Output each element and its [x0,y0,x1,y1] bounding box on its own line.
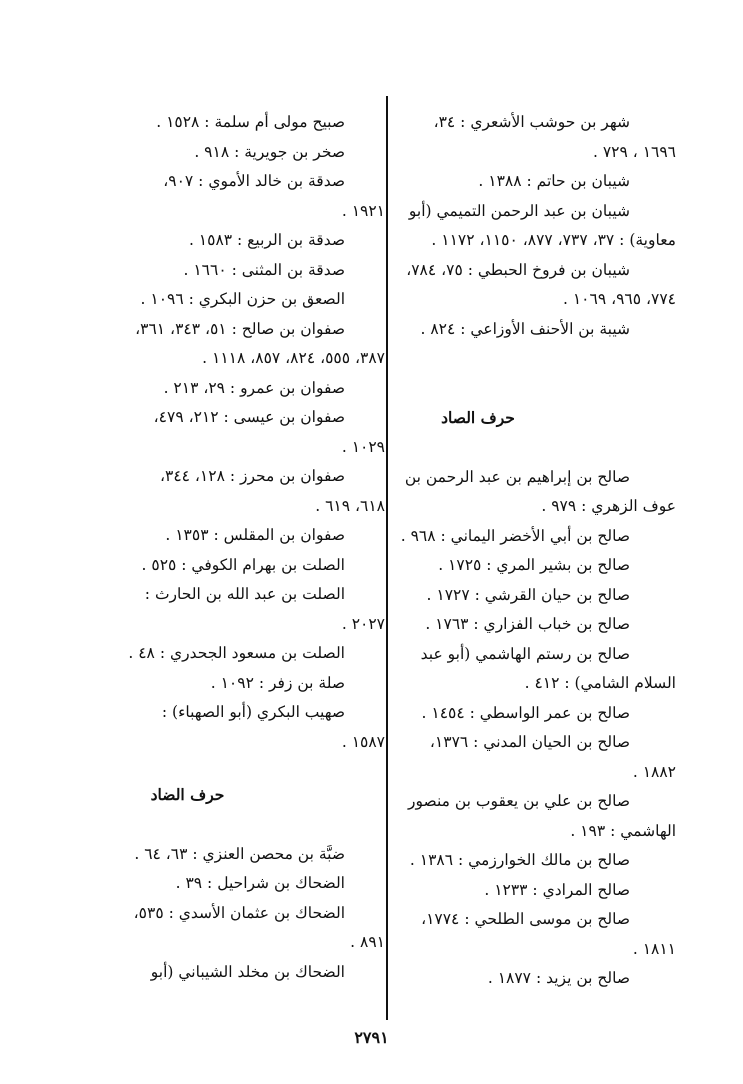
entry-line: صفوان بن المقلس : ١٣٥٣ . [165,526,345,544]
entry-continuation-line: ٦١٨، ٦١٩ . [315,496,385,515]
entry-line: الصلت بن عبد الله بن الحارث : [144,585,345,603]
index-entry [330,787,676,846]
entry-line: صالح بن الحيان المدني : ١٣٧٦، [429,733,630,751]
index-entry [30,403,385,462]
index-entry [30,167,385,226]
entry-continuation-line: عوف الزهري : ٩٧٩ . [541,497,676,515]
index-entry [30,374,345,404]
index-entry [30,315,385,374]
entry-line: الضحاك بن مخلد الشيباني (أبو [150,962,345,981]
entry-continuation-line: ١٦٩٦ ، ٧٢٩ . [592,142,676,161]
index-entry [30,462,385,521]
entry-line: الضحاك بن شراحيل : ٣٩ . [175,874,345,892]
index-entry [330,551,630,581]
entry-line: الصلت بن بهرام الكوفي : ٥٢٥ . [141,555,345,574]
entry-line: صهيب البكري (أبو الصهباء) : [161,703,345,721]
entry-line: صالح بن خباب الفزاري : ١٧٦٣ . [425,615,630,633]
index-entry [30,840,345,870]
index-entry [30,256,345,286]
index-entry [30,138,345,168]
entry-line: شيبان بن عبد الرحمن التميمي (أبو [408,201,630,220]
left-column [30,108,385,987]
entry-continuation-line: معاوية) : ٣٧، ٧٣٧، ٨٧٧، ١١٥٠، ١١٧٢ . [431,231,676,249]
index-entry [30,869,345,899]
entry-line: صفوان بن عيسى : ٢١٢، ٤٧٩، [153,408,345,426]
entry-line: صخر بن جويرية : ٩١٨ . [194,142,345,161]
entry-continuation-line: السلام الشامي) : ٤١٢ . [524,674,676,692]
entry-line: شيبان بن حاتم : ١٣٨٨ . [478,172,630,190]
entry-line: صدقة بن خالد الأموي : ٩٠٧، [163,172,345,190]
index-entry [330,256,676,315]
index-entry [330,522,630,552]
entry-line: صالح بن علي بن يعقوب بن منصور [408,792,630,810]
entry-line: صدقة بن الربيع : ١٥٨٣ . [188,231,345,249]
index-entry [30,958,345,988]
index-entry [330,876,630,906]
entry-line: شهر بن حوشب الأشعري : ٣٤، [433,113,630,131]
entry-line: صفوان بن صالح : ٥١، ٣٤٣، ٣٦١، [135,319,345,338]
index-entry [330,108,676,167]
page-number: ٢٧٩١ [354,1028,389,1047]
index-entry [330,315,630,345]
entry-line: صبيح مولى أم سلمة : ١٥٢٨ . [156,113,345,131]
section-heading-sad: حرف الصاد [441,408,515,427]
entry-line: صفوان بن عمرو : ٢٩، ٢١٣ . [163,378,345,397]
entry-line: صالح بن بشير المري : ١٧٢٥ . [438,556,630,574]
entry-continuation-line: ٧٧٤، ٩٦٥، ١٠٦٩ . [562,290,676,308]
entry-line: صالح المرادي : ١٢٣٣ . [484,880,630,899]
index-entry [30,285,345,315]
entry-line: شيبان بن فروخ الحبطي : ٧٥، ٧٨٤، [406,260,630,279]
entry-continuation-line: ١٨٨٢ . [632,762,676,781]
left-entries-top [30,108,385,757]
index-entry [30,698,385,757]
entry-line: صالح بن موسى الطلحي : ١٧٧٤، [421,910,630,928]
index-entry [30,639,345,669]
index-entry [330,167,630,197]
entry-line: صالح بن يزيد : ١٨٧٧ . [487,969,630,987]
index-entry [30,551,345,581]
index-entry [30,521,345,551]
index-entry [330,640,676,699]
index-entry [330,964,630,994]
index-entry [30,669,345,699]
entry-continuation-line: الهاشمي : ١٩٣ . [570,821,676,840]
entry-line: صفوان بن محرز : ١٢٨، ٣٤٤، [159,467,345,485]
entry-line: صالح بن أبي الأخضر اليماني : ٩٦٨ . [400,526,630,545]
right-entries-top [330,108,676,344]
entry-line: صالح بن عمر الواسطي : ١٤٥٤ . [421,703,630,722]
index-entry [30,226,345,256]
entry-continuation-line: ١٩٢١ . [341,201,385,220]
entry-line: شيبة بن الأحنف الأوزاعي : ٨٢٤ . [420,319,630,338]
entry-line: الضحاك بن عثمان الأسدي : ٥٣٥، [133,903,345,922]
index-entry [330,846,630,876]
entry-line: ضبَّة بن محصن العنزي : ٦٣، ٦٤ . [134,844,345,863]
entry-line: صالح بن حيان القرشي : ١٧٢٧ . [426,585,630,604]
right-column [330,108,676,994]
entry-line: صلة بن زفر : ١٠٩٢ . [210,673,345,692]
entry-line: الصعق بن حزن البكري : ١٠٩٦ . [140,290,345,308]
section-heading-dad: حرف الضاد [150,785,225,804]
entry-continuation-line: ١٥٨٧ . [341,732,385,751]
entry-line: صالح بن مالك الخوارزمي : ١٣٨٦ . [409,851,630,869]
entry-continuation-line: ١٨١١ . [632,939,676,958]
column-divider [386,96,388,1020]
entry-continuation-line: ٢٠٢٧ . [341,614,385,633]
left-entries-bottom [30,840,385,988]
entry-continuation-line: ٨٩١ . [350,933,385,951]
entry-continuation-line: ١٠٢٩ . [341,437,385,456]
entry-continuation-line: ٣٨٧، ٥٥٥، ٨٢٤، ٨٥٧، ١١١٨ . [202,349,385,367]
entry-line: صدقة بن المثنى : ١٦٦٠ . [183,260,345,279]
entry-line: صالح بن رستم الهاشمي (أبو عبد [420,644,630,663]
index-entry [30,108,345,138]
index-entry [330,581,630,611]
index-entry [330,699,630,729]
entry-line: الصلت بن مسعود الجحدري : ٤٨ . [128,644,345,662]
index-entry [30,899,385,958]
entry-line: صالح بن إبراهيم بن عبد الرحمن بن [404,467,630,486]
index-entry [30,580,385,639]
